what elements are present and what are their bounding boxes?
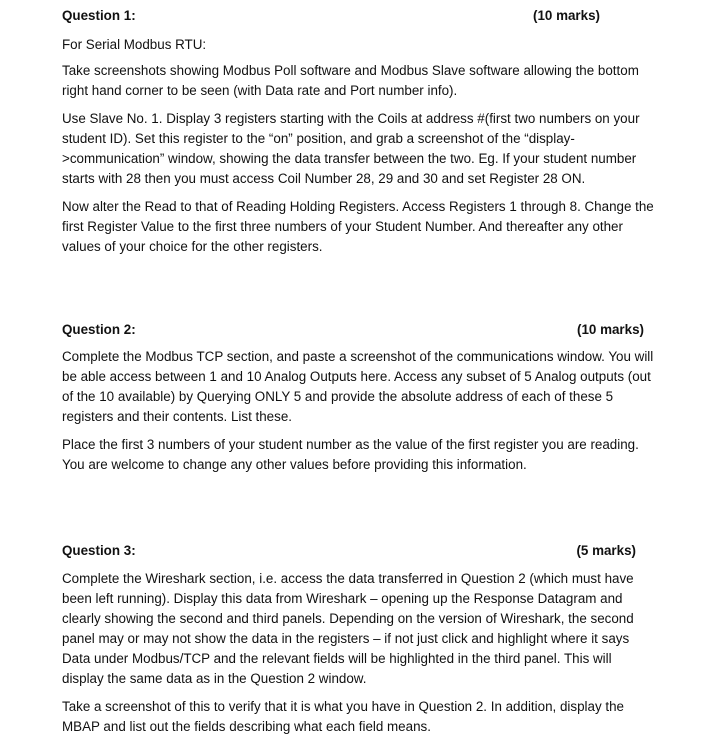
text-line: MBAP and list out the fields describing what each field means. [62,719,431,734]
question-2-paragraph-1 [62,347,654,427]
text-line: be able access between 1 and 10 Analog Outputs here. Access any subset of 5 Analog outputs (out [62,369,651,384]
text-line: Use Slave No. 1. Display 3 registers starting with the Coils at address #(first two numbers on your [62,111,640,126]
text-line: Now alter the Read to that of Reading Holding Registers. Access Registers 1 through 8. Change the [62,199,654,214]
question-1-subheading [62,35,648,55]
text-line: registers and their contents. List these. [62,409,292,424]
question-3-paragraph-2 [62,697,648,737]
text-line: right hand corner to be seen (with Data rate and Port number info). [62,83,458,98]
text-line: been left running). Display this data from Wireshark – opening up the Response Datagram and [62,591,623,606]
question-1-paragraph-3 [62,197,654,257]
text-line: Place the first 3 numbers of your student number as the value of the first register you are reading. [62,437,639,452]
question-1-marks: (10 marks) [533,8,600,23]
text-line: starts with 28 then you must access Coil Number 28, 29 and 30 and set Register 28 ON. [62,171,586,186]
text-line: >communication” window, showing the data transfer between the two. Eg. If your student number [62,151,637,166]
text-line: For Serial Modbus RTU: [62,37,207,52]
question-1-heading: Question 1: [62,8,136,23]
text-line: Take screenshots showing Modbus Poll software and Modbus Slave software allowing the bottom [62,63,639,78]
question-3-marks: (5 marks) [576,543,636,558]
text-line: Complete the Modbus TCP section, and paste a screenshot of the communications window. You will [62,349,654,364]
question-2-paragraph-2 [62,435,648,475]
text-line: panel may or may not show the data in the registers – if not just click and highlight where it says [62,631,630,646]
text-line: student ID). Set this register to the “on” position, and grab a screenshot of the “display- [62,131,575,146]
text-line: Data under Modbus/TCP and the relevant fields will be highlighted in the third panel. This will [62,651,612,666]
text-line: Take a screenshot of this to verify that it is what you have in Question 2. In addition, display the [62,699,624,714]
text-line: clearly showing the second and third panels. Depending on the version of Wireshark, the second [62,611,634,626]
question-1-paragraph-2 [62,109,648,189]
text-line: values of your choice for the other registers. [62,239,323,254]
text-line: display the same data as in the Question 2 window. [62,671,367,686]
question-1-paragraph-1 [62,61,648,101]
text-line: Complete the Wireshark section, i.e. access the data transferred in Question 2 (which must have [62,571,634,586]
question-3-paragraph-1 [62,569,648,689]
question-2-marks: (10 marks) [577,322,644,337]
text-line: You are welcome to change any other values before providing this information. [62,457,527,472]
question-3-heading: Question 3: [62,543,136,558]
text-line: of the 10 available) by Querying ONLY 5 and provide the absolute address of each of these 5 [62,389,614,404]
question-2-heading: Question 2: [62,322,136,337]
text-line: first Register Value to the first three numbers of your Student Number. And thereafter any other [62,219,623,234]
